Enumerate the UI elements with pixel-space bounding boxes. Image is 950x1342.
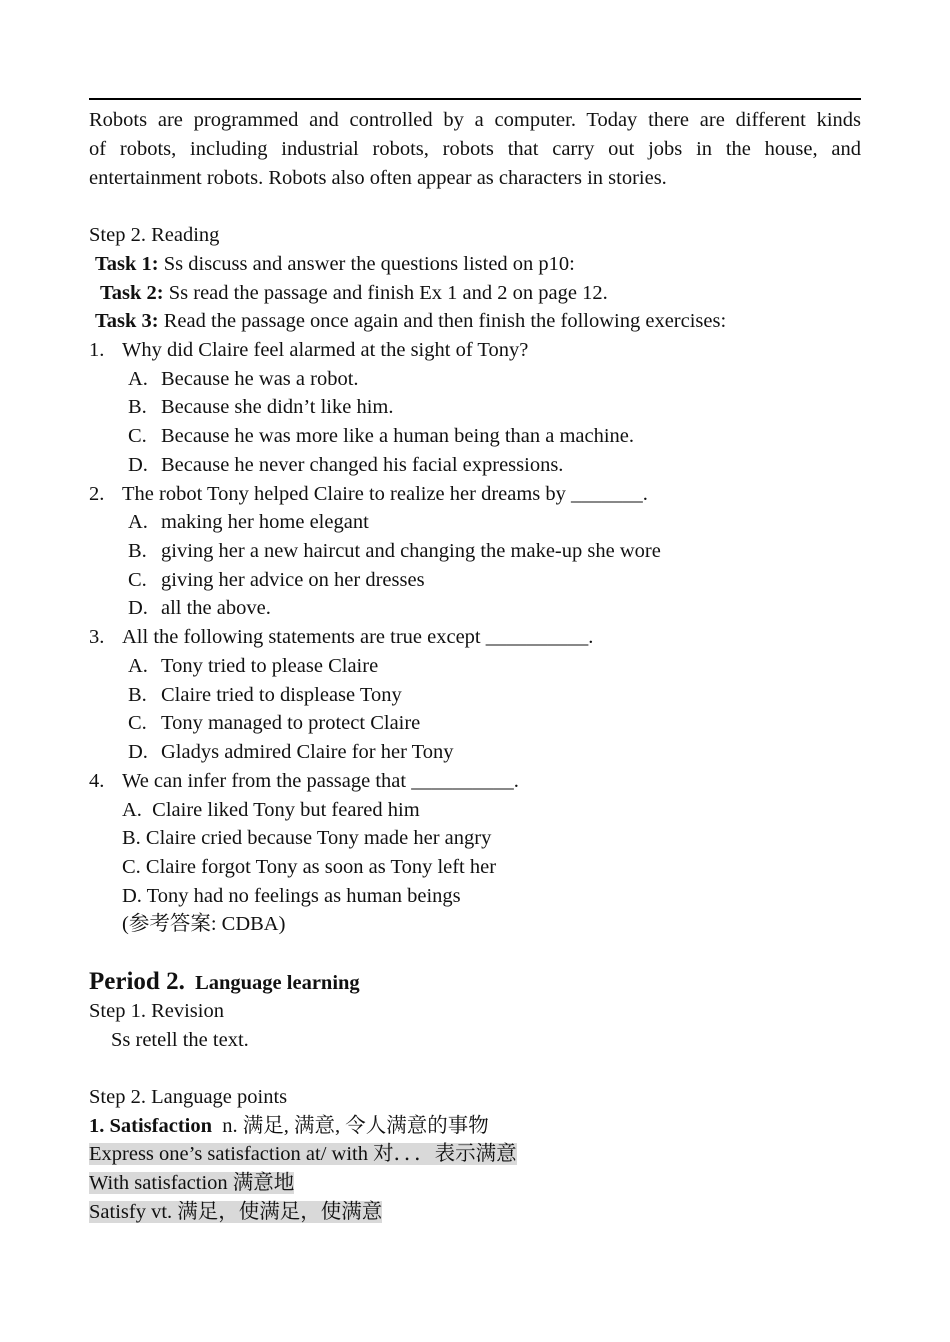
option-letter: D. — [128, 741, 148, 763]
step1-heading: Step 1. Revision — [89, 1000, 224, 1022]
option-text: Claire tried to displease Tony — [161, 684, 402, 706]
task-2-text: Ss read the passage and finish Ex 1 and 2 on page 12. — [163, 282, 608, 304]
point-1-label: 1. Satisfaction — [89, 1115, 212, 1137]
option-text: Because he never changed his facial expressions. — [161, 454, 564, 476]
question-1-option-b — [128, 393, 393, 421]
period-2-title: Period 2. — [89, 968, 185, 995]
question-4-option-d: D. Tony had no feelings as human beings — [122, 885, 461, 907]
phrase-3-text: Satisfy vt. 满足，使满足，使满意 — [89, 1201, 383, 1223]
question-3-option-c — [128, 709, 420, 737]
phrase-1-text: Express one’s satisfaction at/ with 对．．．表示满意 — [89, 1143, 517, 1165]
question-3 — [89, 623, 593, 651]
task-3-label: Task 3: — [95, 310, 159, 332]
question-1 — [89, 336, 528, 364]
option-text: giving her a new haircut and changing the make-up she wore — [161, 540, 661, 562]
question-3-option-a — [128, 652, 378, 680]
question-1-number: 1. — [89, 339, 105, 361]
option-text: making her home elegant — [161, 511, 369, 533]
option-letter: D. — [128, 454, 148, 476]
option-letter: D. — [128, 597, 148, 619]
question-1-option-c — [128, 422, 634, 450]
language-points-heading: Step 2. Language points — [89, 1086, 288, 1108]
question-2-option-c — [128, 566, 425, 594]
answer-key: (参考答案: CDBA) — [122, 913, 286, 935]
question-4-option-a: A. Claire liked Tony but feared him — [122, 799, 420, 821]
step2-heading: Step 2. Reading — [89, 224, 220, 246]
phrase-2-text: With satisfaction 满意地 — [89, 1172, 295, 1194]
option-letter: A. — [128, 511, 148, 533]
option-letter: C. — [128, 569, 147, 591]
question-3-number: 3. — [89, 626, 105, 648]
question-1-text: Why did Claire feel alarmed at the sight of Tony? — [122, 339, 529, 361]
question-2-option-d — [128, 594, 271, 622]
phrase-1 — [89, 1140, 517, 1168]
option-letter: A. — [128, 368, 148, 390]
option-letter: B. — [128, 396, 147, 418]
task-3 — [95, 307, 726, 335]
period-2-subtitle: Language learning — [195, 972, 360, 994]
option-letter: B. — [128, 540, 147, 562]
question-4-number: 4. — [89, 770, 105, 792]
question-3-text: All the following statements are true except __________. — [122, 626, 594, 648]
intro-line-3: entertainment robots. Robots also often appear as characters in stories. — [89, 167, 667, 189]
option-text: Because he was more like a human being than a machine. — [161, 425, 635, 447]
task-2 — [100, 279, 608, 307]
point-1 — [89, 1112, 489, 1140]
phrase-3 — [89, 1198, 382, 1226]
question-2 — [89, 480, 648, 508]
intro-line-1: Robots are programmed and controlled by a computer. Today there are different kinds — [89, 109, 861, 131]
question-4 — [89, 767, 519, 795]
option-text: Tony tried to please Claire — [161, 655, 379, 677]
question-3-option-b — [128, 681, 402, 709]
option-letter: C. — [128, 712, 147, 734]
step1-text: Ss retell the text. — [111, 1029, 249, 1051]
period-2-heading — [89, 966, 360, 999]
phrase-2 — [89, 1169, 294, 1197]
option-text: giving her advice on her dresses — [161, 569, 425, 591]
question-2-text: The robot Tony helped Claire to realize her dreams by _______. — [122, 483, 648, 505]
question-2-option-b — [128, 537, 661, 565]
task-1-text: Ss discuss and answer the questions listed on p10: — [158, 253, 575, 275]
question-2-option-a — [128, 508, 369, 536]
intro-line-2: of robots, including industrial robots, robots that carry out jobs in the house, and — [89, 138, 861, 160]
question-1-option-a — [128, 365, 359, 393]
question-3-option-d — [128, 738, 454, 766]
task-1-label: Task 1: — [95, 253, 159, 275]
question-1-option-d — [128, 451, 563, 479]
option-letter: A. — [128, 655, 148, 677]
option-text: Tony managed to protect Claire — [161, 712, 421, 734]
option-text: Because he was a robot. — [161, 368, 359, 390]
option-text: Gladys admired Claire for her Tony — [161, 741, 454, 763]
option-letter: C. — [128, 425, 147, 447]
option-text: Because she didn’t like him. — [161, 396, 394, 418]
option-letter: B. — [128, 684, 147, 706]
question-4-option-c: C. Claire forgot Tony as soon as Tony left her — [122, 856, 497, 878]
point-1-definition: n. 满足, 满意, 令人满意的事物 — [222, 1115, 489, 1137]
task-1 — [95, 250, 575, 278]
option-text: all the above. — [161, 597, 271, 619]
question-4-option-b: B. Claire cried because Tony made her angry — [122, 827, 492, 849]
task-3-text: Read the passage once again and then finish the following exercises: — [158, 310, 727, 332]
question-2-number: 2. — [89, 483, 105, 505]
question-4-text: We can infer from the passage that __________. — [122, 770, 519, 792]
task-2-label: Task 2: — [100, 282, 164, 304]
top-rule — [89, 98, 861, 100]
